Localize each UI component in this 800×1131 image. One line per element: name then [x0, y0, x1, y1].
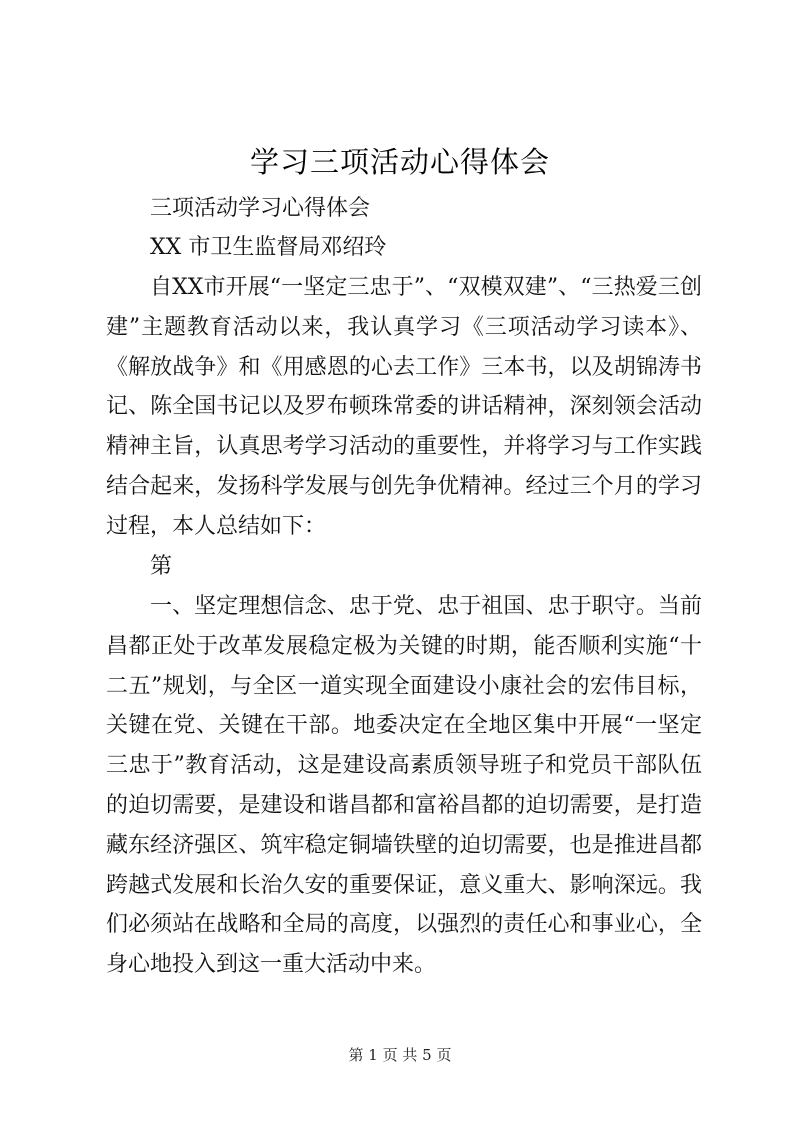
document-subtitle: 三项活动学习心得体会 [150, 196, 371, 221]
document-title: 学习三项活动心得体会 [249, 145, 550, 179]
body-paragraph-section-one: 一、坚定理想信念、忠于党、忠于祖国、忠于职守。当前昌都正处于改革发展稳定极为关键的时期，能否顺利实施“十二五”规划，与全区一道实现全面建设小康社会的宏伟目标，关键在党、关键在干部。地委决定在全地区集中开展“一坚定三忠于”教育活动，这是建设高素质领导班子和党员干部队伍的迫切需要，是建设和谐昌都和富裕昌都的迫切需要，是打造藏东经济强区、筑牢稳定铜墙铁壁的迫切需要，也是推进昌都跨越式发展和长治久安的重要保证，意义重大、影响深远。我们必须站在战略和全局的高度，以强烈的责任心和事业心，全身心地投入到这一重大活动中来。 [106, 594, 702, 978]
section-label: 第 [150, 554, 173, 579]
body-paragraph-intro: 自XX市开展“一坚定三忠于”、“双模双建”、“三热爱三创建”主题教育活动以来，我认真学习《三项活动学习读本》、《解放战争》和《用感恩的心去工作》三本书，以及胡锦涛书记、陈全国书记以及罗布顿珠常委的讲话精神，深刻领会活动精神主旨，认真思考学习活动的重要性，并将学习与工作实践结合起来，发扬科学发展与创先争优精神。经过三个月的学习过程，本人总结如下： [106, 275, 702, 539]
page-footer: 第 1 页 共 5 页 [348, 1046, 452, 1064]
author-line: XX 市卫生监督局邓绍玲 [150, 235, 387, 260]
